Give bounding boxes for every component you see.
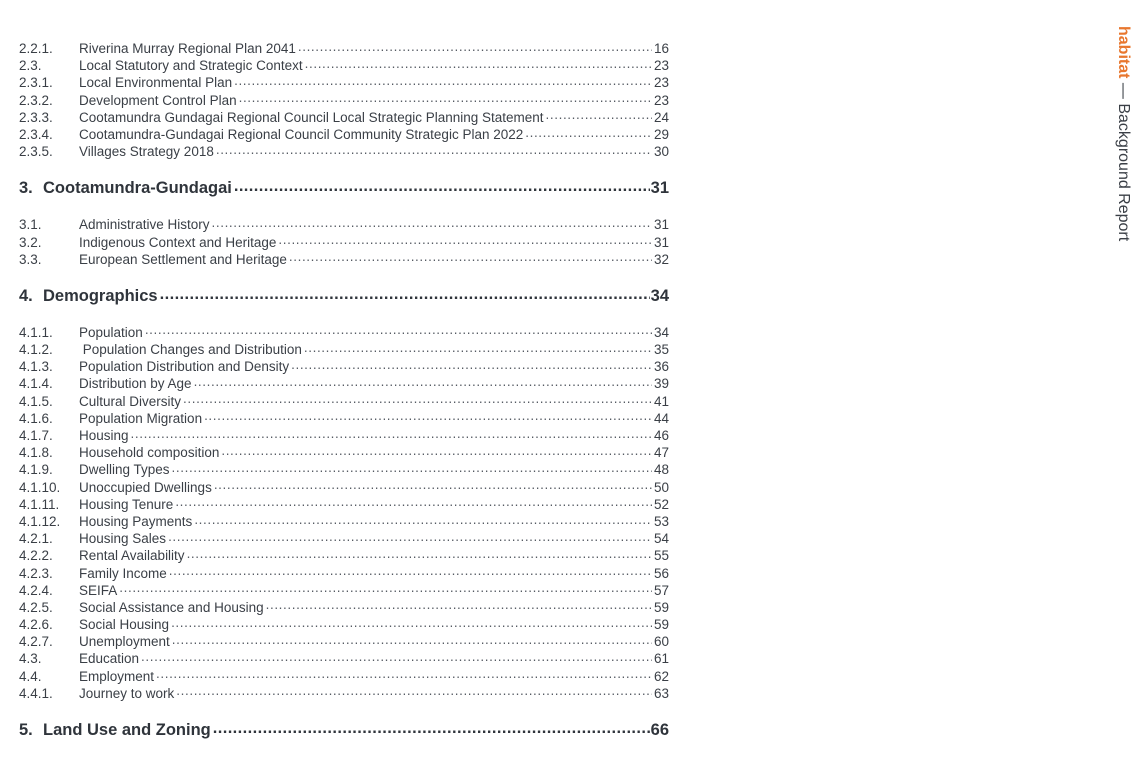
toc-number: 4.2.6. (19, 617, 53, 633)
toc-number: 4.1.5. (19, 393, 53, 409)
dot-leader (213, 722, 650, 738)
dot-leader (194, 377, 652, 391)
toc-entry[interactable] (19, 582, 669, 599)
dot-leader (171, 618, 652, 632)
toc-page-number: 24 (653, 109, 669, 125)
toc-title: Cootamundra-Gundagai Regional Council Community Strategic Plan 2022 (79, 126, 524, 142)
toc-title: Housing Payments (79, 513, 193, 529)
toc-entry[interactable] (19, 479, 669, 496)
toc-number: 4.2.3. (19, 565, 53, 581)
toc-entry[interactable] (19, 92, 669, 109)
toc-entry[interactable] (19, 616, 669, 633)
toc-entry[interactable] (19, 40, 669, 57)
dot-leader (156, 669, 652, 683)
toc-title: Journey to work (79, 685, 175, 701)
toc-title: Population Migration (79, 410, 203, 426)
dot-leader (298, 42, 652, 56)
toc-number: 4.1.8. (19, 445, 53, 461)
toc-number: 4. (19, 286, 33, 305)
toc-number: 2.3.2. (19, 92, 53, 108)
toc-title: Villages Strategy 2018 (79, 144, 214, 160)
toc-page-number: 53 (653, 513, 669, 529)
toc-title: Housing Tenure (79, 496, 174, 512)
toc-entry[interactable] (19, 74, 669, 91)
dot-leader (234, 180, 650, 196)
toc-page-number: 46 (653, 428, 669, 443)
toc-title: SEIFA (79, 582, 118, 598)
dot-leader (204, 411, 652, 425)
dot-leader (169, 566, 652, 580)
toc-entry[interactable] (19, 216, 669, 233)
toc-page-number: 23 (653, 58, 669, 74)
toc-page-number: 35 (653, 342, 669, 358)
toc-number: 4.1.12. (19, 513, 61, 529)
toc-page-number: 34 (653, 324, 669, 340)
dot-leader (291, 360, 652, 374)
dot-leader (289, 252, 652, 266)
toc-page-number: 62 (653, 668, 669, 684)
toc-entry[interactable] (19, 324, 669, 341)
toc-entry[interactable] (19, 496, 669, 513)
toc-entry[interactable] (19, 599, 669, 616)
dot-leader (175, 497, 652, 511)
toc-number: 4.1.2. (19, 342, 53, 358)
toc-title: Family Income (79, 565, 167, 581)
dot-leader (525, 128, 652, 142)
toc-page-number: 44 (653, 410, 669, 426)
toc-title: Employment (79, 668, 155, 684)
toc-title: Social Housing (79, 617, 170, 633)
toc-number: 3. (19, 179, 33, 198)
toc-number: 4.1.4. (19, 376, 53, 392)
toc-title: Unoccupied Dwellings (79, 479, 212, 495)
toc-entry[interactable] (19, 410, 669, 427)
toc-page-number: 57 (653, 582, 669, 598)
toc-number: 3.3. (19, 251, 42, 267)
toc-title: Unemployment (79, 634, 170, 650)
toc-number: 4.2.7. (19, 634, 53, 650)
toc-title: Household composition (79, 445, 220, 461)
toc-entry[interactable] (19, 109, 669, 126)
toc-title: Population Changes and Distribution (79, 342, 302, 358)
toc-number: 4.1.1. (19, 324, 53, 340)
toc-number: 2.3.3. (19, 109, 53, 125)
toc-title: Local Statutory and Strategic Context (79, 58, 303, 74)
toc-number: 4.2.2. (19, 548, 53, 564)
dot-leader (141, 652, 652, 666)
toc-page-number: 54 (653, 531, 669, 547)
toc-section-heading[interactable] (19, 286, 669, 306)
dot-leader (234, 76, 652, 90)
dot-leader (168, 532, 652, 546)
toc-title: Demographics (43, 286, 158, 305)
toc-title: Land Use and Zoning (43, 721, 211, 739)
toc-page-number: 16 (653, 41, 669, 56)
dot-leader (119, 583, 652, 597)
brand-logo-text: habitat (1115, 26, 1132, 79)
toc-title: Housing Sales (79, 531, 167, 547)
toc-section-heading[interactable] (19, 178, 669, 198)
toc-entry[interactable] (19, 513, 669, 530)
dot-leader (160, 288, 650, 304)
toc-page-number: 59 (653, 617, 669, 633)
toc-title: Education (79, 651, 140, 667)
toc-title: Population (79, 324, 143, 340)
toc-entry[interactable] (19, 547, 669, 564)
toc-number: 4.2.1. (19, 531, 53, 547)
dot-leader (187, 549, 652, 563)
toc-number: 4.1.11. (19, 496, 60, 512)
toc-title: Local Environmental Plan (79, 75, 233, 91)
toc-entry[interactable] (19, 668, 669, 685)
toc-title: Social Assistance and Housing (79, 599, 264, 615)
toc-page-number: 41 (653, 393, 669, 409)
toc-page-number: 48 (653, 462, 669, 478)
dot-leader (131, 429, 652, 443)
toc-number: 4.2.5. (19, 599, 53, 615)
toc-page-number: 39 (653, 376, 669, 392)
toc-page-number: 56 (653, 565, 669, 581)
toc-title: Riverina Murray Regional Plan 2041 (79, 41, 296, 56)
toc-title: Indigenous Context and Heritage (79, 234, 277, 250)
toc-page-number: 29 (653, 126, 669, 142)
toc-number: 4.1.3. (19, 359, 53, 375)
table-of-contents (19, 40, 669, 740)
side-label (1114, 26, 1132, 241)
toc-title: European Settlement and Heritage (79, 251, 287, 267)
toc-title: Rental Availability (79, 548, 185, 564)
dot-leader (172, 463, 652, 477)
toc-entry[interactable] (19, 393, 669, 410)
dot-leader (212, 218, 652, 232)
toc-page-number: 34 (650, 286, 669, 305)
toc-entry[interactable] (19, 143, 669, 160)
toc-entry[interactable] (19, 375, 669, 392)
toc-page-number: 47 (653, 445, 669, 461)
toc-title: Housing (79, 428, 129, 443)
toc-page-number: 60 (653, 634, 669, 650)
side-label-separator: — (1115, 78, 1132, 104)
toc-entry[interactable] (19, 444, 669, 461)
toc-entry[interactable] (19, 358, 669, 375)
toc-title: Population Distribution and Density (79, 359, 290, 375)
toc-entry[interactable] (19, 427, 669, 444)
toc-number: 4.1.9. (19, 462, 53, 478)
toc-number: 2.3.1. (19, 75, 53, 91)
toc-number: 4.4. (19, 668, 42, 684)
dot-leader (239, 93, 652, 107)
toc-page-number: 23 (653, 92, 669, 108)
toc-number: 3.2. (19, 234, 42, 250)
toc-entry[interactable] (19, 530, 669, 547)
dot-leader (172, 635, 652, 649)
toc-number: 5. (19, 721, 33, 739)
report-title: Background Report (1115, 103, 1132, 242)
toc-title: Cultural Diversity (79, 393, 182, 409)
toc-entry[interactable] (19, 685, 669, 702)
dot-leader (304, 343, 652, 357)
toc-page-number: 50 (653, 479, 669, 495)
dot-leader (266, 600, 652, 614)
dot-leader (214, 480, 652, 494)
toc-entry[interactable] (19, 650, 669, 667)
dot-leader (176, 686, 652, 700)
toc-page-number: 59 (653, 599, 669, 615)
toc-entry[interactable] (19, 461, 669, 478)
toc-page-number: 30 (653, 144, 669, 160)
toc-entry[interactable] (19, 126, 669, 143)
toc-page-number: 23 (653, 75, 669, 91)
toc-number: 2.3. (19, 58, 42, 74)
toc-number: 2.2.1. (19, 41, 53, 56)
toc-page-number: 63 (653, 685, 669, 701)
dot-leader (216, 145, 652, 159)
dot-leader (145, 325, 652, 339)
toc-page-number: 55 (653, 548, 669, 564)
toc-number: 4.1.6. (19, 410, 53, 426)
toc-number: 4.4.1. (19, 685, 53, 701)
toc-page-number: 31 (650, 179, 669, 198)
toc-entry[interactable] (19, 633, 669, 650)
toc-entry[interactable] (19, 234, 669, 251)
toc-section-heading[interactable] (19, 720, 669, 740)
toc-number: 2.3.5. (19, 144, 53, 160)
toc-title: Administrative History (79, 217, 210, 233)
toc-page-number: 31 (653, 217, 669, 233)
toc-entry[interactable] (19, 251, 669, 268)
dot-leader (194, 515, 652, 529)
dot-leader (221, 446, 652, 460)
toc-title: Cootamundra Gundagai Regional Council Local Strategic Planning Statement (79, 109, 544, 125)
dot-leader (546, 110, 652, 124)
toc-title: Dwelling Types (79, 462, 170, 478)
toc-page-number: 32 (653, 251, 669, 267)
toc-number: 4.1.7. (19, 428, 53, 443)
toc-title: Cootamundra-Gundagai (43, 179, 232, 198)
toc-entry[interactable] (19, 341, 669, 358)
dot-leader (183, 394, 652, 408)
toc-title: Development Control Plan (79, 92, 237, 108)
toc-entry[interactable] (19, 565, 669, 582)
toc-number: 3.1. (19, 217, 42, 233)
toc-page-number: 61 (653, 651, 669, 667)
toc-number: 2.3.4. (19, 126, 53, 142)
toc-page-number: 36 (653, 359, 669, 375)
toc-number: 4.2.4. (19, 582, 53, 598)
toc-title: Distribution by Age (79, 376, 192, 392)
dot-leader (305, 59, 652, 73)
dot-leader (278, 235, 652, 249)
toc-page-number: 66 (650, 721, 669, 739)
toc-page-number: 31 (653, 234, 669, 250)
toc-entry[interactable] (19, 57, 669, 74)
toc-page-number: 52 (653, 496, 669, 512)
toc-number: 4.3. (19, 651, 42, 667)
toc-number: 4.1.10. (19, 479, 61, 495)
